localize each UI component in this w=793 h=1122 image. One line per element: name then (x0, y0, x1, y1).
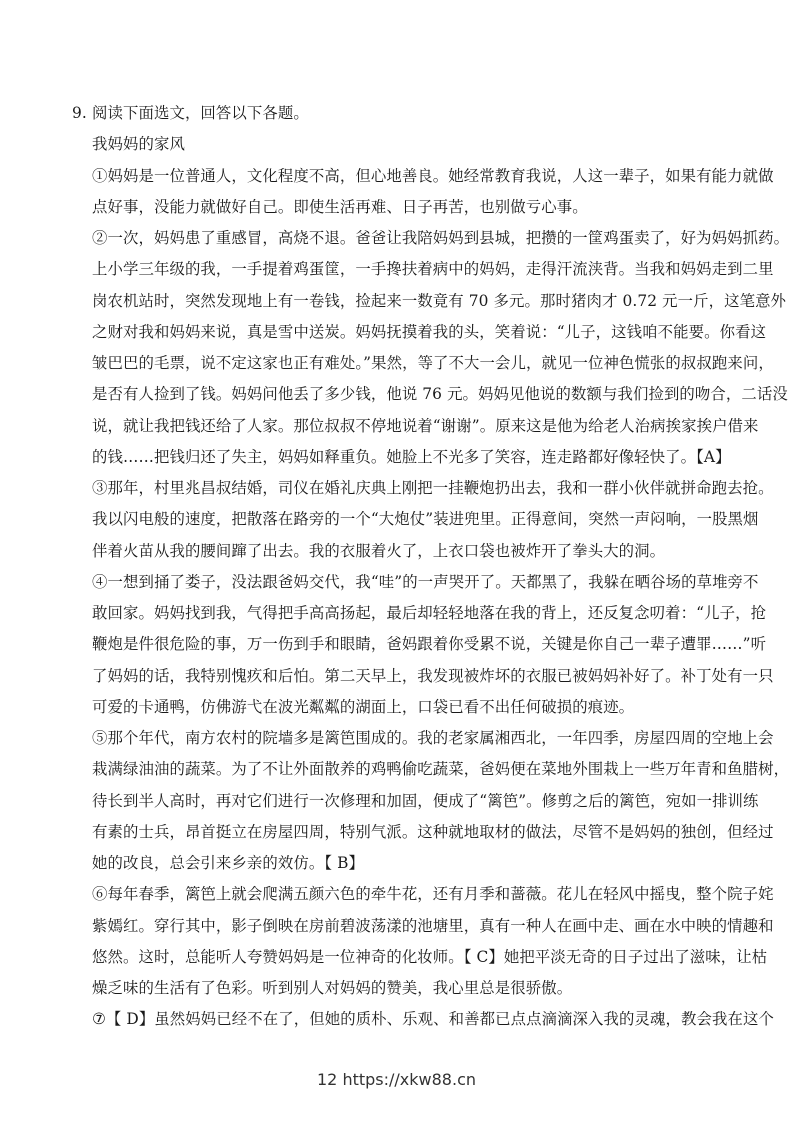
passage-line: ③那年，村里兆昌叔结婚，司仪在婚礼庆典上刚把一挂鞭炮扔出去，我和一群小伙伴就拼命跑去抢。 (92, 479, 774, 497)
passage-line: 的钱……把钱归还了失主，妈妈如释重负。她脸上不光多了笑容，连走路都好像轻快了。【A】 (92, 447, 731, 466)
passage-line: 我以闪电般的速度，把散落在路旁的一个“大炮仗”装进兜里。正得意间，突然一声闷响，一股黑烟 (92, 510, 759, 529)
passage-line: 上小学三年级的我，一手提着鸡蛋筐，一手搀扶着病中的妈妈，走得汗流浃背。当我和妈妈走到二里 (92, 260, 774, 279)
passage-title: 我妈妈的家风 (92, 135, 185, 154)
question-prompt-line (0, 101, 793, 132)
passage-line: 悠然。这时，总能听人夸赞妈妈是一位神奇的化妆师。【 C】她把平淡无奇的日子过出了滋味，让枯 (92, 947, 768, 966)
passage-line: 之财对我和妈妈来说，真是雪中送炭。妈妈抚摸着我的头，笑着说：“儿子，这钱咱不能要。你看这 (92, 322, 767, 341)
passage-line: 紫嫣红。穿行其中，影子倒映在房前碧波荡漾的池塘里，真有一种人在画中走、画在水中映的情趣和 (92, 916, 774, 935)
passage-line: 说，就让我把钱还给了人家。那位叔叔不停地说着“谢谢”。原来这是他为给老人治病挨家挨户借来 (92, 416, 759, 435)
passage-line: ⑤那个年代，南方农村的院墙多是篱笆围成的。我的老家属湘西北，一年四季，房屋四周的空地上会 (92, 729, 774, 747)
passage-line: ④一想到捅了娄子，没法跟爸妈交代，我“哇”的一声哭开了。天都黑了，我躲在晒谷场的草堆旁不 (92, 572, 759, 591)
passage-line: 待长到半人高时，再对它们进行一次修理和加固，便成了“篱笆”。修剪之后的篱笆，宛如一排训练 (92, 791, 759, 810)
passage-line: 皱巴巴的毛票，说不定这家也正有难处。”果然，等了不大一会儿，就见一位神色慌张的叔叔跑来问， (92, 354, 774, 372)
passage-line: ②一次，妈妈患了重感冒，高烧不退。爸爸让我陪妈妈到县城，把攒的一筐鸡蛋卖了，好为妈妈抓药。 (92, 229, 790, 247)
passage-line: ⑥每年春季，篱笆上就会爬满五颜六色的牵牛花，还有月季和蔷薇。花儿在轻风中摇曳，整个院子姹 (92, 885, 774, 904)
passage-line: 岗农机站时，突然发现地上有一卷钱，捡起来一数竟有 70 多元。那时猪肉才 0.72 元一斤，这笔意外 (92, 291, 787, 310)
passage-line: ①妈妈是一位普通人，文化程度不高，但心地善良。她经常教育我说，人这一辈子，如果有能力就做 (92, 166, 774, 185)
passage-line: 她的改良，总会引来乡亲的效仿。【 B】 (92, 854, 365, 872)
passage-line: 燥乏味的生活有了色彩。听到别人对妈妈的赞美，我心里总是很骄傲。 (92, 979, 573, 997)
passage-text (0, 164, 793, 1039)
document-body (0, 101, 793, 1039)
page-footer: 12 https://xkw88.cn (317, 1070, 476, 1089)
passage-line: 点好事，没能力就做好自己。即使生活再难、日子再苦，也别做亏心事。 (92, 197, 588, 216)
passage-line: 了妈妈的话，我特别愧疚和后怕。第二天早上，我发现被炸坏的衣服已被妈妈补好了。补丁处有一只 (92, 666, 774, 685)
passage-line: 可爱的卡通鸭，仿佛游弋在波光粼粼的湖面上，口袋已看不出任何破损的痕迹。 (92, 697, 635, 716)
passage-line: 敢回家。妈妈找到我，气得把手高高扬起，最后却轻轻地落在我的背上，还反复念叨着：“儿子，抢 (92, 604, 767, 622)
passage-line: 有素的士兵，昂首挺立在房屋四周，特别气派。这种就地取材的做法，尽管不是妈妈的独创，但经过 (92, 822, 774, 841)
passage-line: ⑦【 D】虽然妈妈已经不在了，但她的质朴、乐观、和善都已点点滴滴深入我的灵魂，教会我在这个 (92, 1010, 774, 1029)
passage-line: 是否有人捡到了钱。妈妈问他丢了多少钱，他说 76 元。妈妈见他说的数额与我们捡到的吻合，二话没 (92, 385, 788, 404)
passage-line: 鞭炮是件很危险的事，万一伤到手和眼睛，爸妈跟着你受累不说，关键是你自己一辈子遭罪……”听 (92, 635, 767, 654)
passage-line: 伴着火苗从我的腰间蹿了出去。我的衣服着火了，上衣口袋也被炸开了拳头大的洞。 (92, 541, 666, 560)
question-number: 9. (72, 104, 87, 122)
passage-line: 栽满绿油油的蔬菜。为了不让外面散养的鸡鸭偷吃蔬菜，爸妈便在菜地外围栽上一些万年青和鱼腊树， (92, 760, 790, 779)
question-prompt: 阅读下面选文，回答以下各题。 (92, 104, 309, 122)
